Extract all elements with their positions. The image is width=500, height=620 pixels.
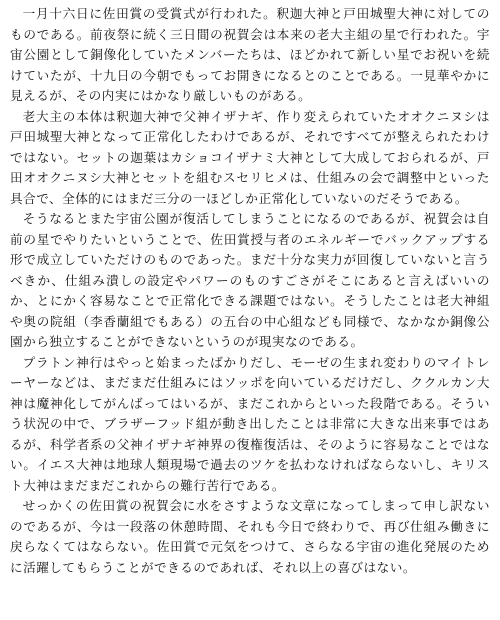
paragraph-5: せっかくの佐田賞の祝賀会に水をさすような文章になってしまって申し訳ないのであるが、今は一段落の休憩時間、それも今日で終わりで、再び仕組み働きに戻らなくてはならない。佐田賞で元気をつけて、さらなる宇宙の進化発展のために活躍してもらうことができるのであれば、それ以上の喜びはない。 bbox=[10, 498, 490, 575]
paragraph-1: 一月十六日に佐田賞の受賞式が行われた。釈迦大神と戸田城聖大神に対してのものである。前夜祭に続く三日間の祝賀会は本来の老大主組の星で行われた。宇宙公園として銅像化していたメンバーたちは、ほどかれて新しい星でお祝いを続けていたが、十九日の今朝でもってお開きになるとのことである。一見華やかに見えるが、その内実にはかなり厳しいものがある。 bbox=[10, 6, 490, 103]
paragraph-3: そうなるとまた宇宙公園が復活してしまうことになるのであるが、祝賀会は自前の星でやりたいということで、佐田賞授与者のエネルギーでバックアップする形で成立していただけのものであった。まだ十分な実力が回復していないと言うべきか、仕組み潰しの設定やパワーのものすごさがそこにあると言えばいいのか、とにかく容易なことで正常化できる課題ではない。そうしたことは老大神組や奥の院組（李香蘭組でもある）の五台の中心組なども同様で、なかなか銅像公園から独立することができないというのが現実なのである。 bbox=[10, 211, 491, 349]
paragraph-4: プラトン神行はやっと始まったばかりだし、モーゼの生まれ変わりのマイトレーヤーなどは、まだまだ仕組みにはソッポを向いているだけだし、ククルカン大神は魔神化してがんばってはいるが、まだこれからといった段階である。そういう状況の中で、ブラザーフッド組が動き出したことは非常に大きな出来事ではあるが、科学者系の父神イザナギ神界の復権復活は、そのように容易なことではない。イエス大神は地球人類現場で過去のツケを払わなければならないし、キリスト大神はまだまだこれからの難行苦行である。 bbox=[10, 354, 490, 493]
paragraph-2: 老大主の本体は釈迦大神で父神イザナギ、作り変えられていたオオクニヌシは戸田城聖大神となって正常化したわけであるが、それですべてが整えられたわけではない。セットの迦葉はカショコイザナミ大神として大成しておられるが、戸田オオクニヌシ大神とセットを組むスセリヒメは、仕組みの会で調整中といった具合で、全体的にはまだ三分の一ほどしか正常化していないのだそうである。 bbox=[10, 108, 490, 206]
